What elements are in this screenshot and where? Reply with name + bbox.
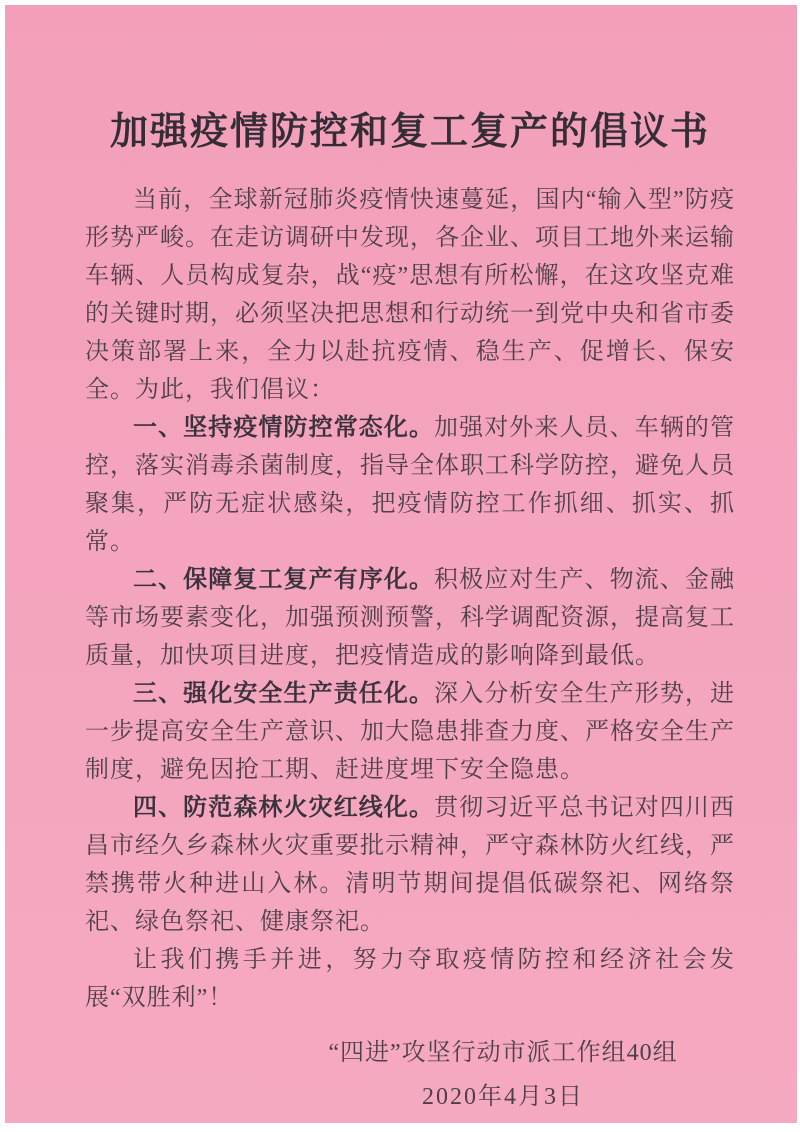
section-heading: 三、强化安全生产责任化。 [133, 680, 435, 707]
signature-block [273, 1031, 733, 1119]
pink-paper [5, 5, 797, 1123]
document-title: 加强疫情防控和复工复产的倡议书 [109, 111, 710, 153]
closing-paragraph: 让我们携手并进，努力夺取疫情防控和经济社会发展“双胜利”！ [85, 947, 735, 1011]
sections-container [85, 409, 735, 941]
section-heading: 一、坚持疫情防控常态化。 [133, 414, 435, 441]
date-line: 2020年4月3日 [422, 1084, 584, 1110]
section-body-text: 贯彻习近平总书记对四川西昌市经久乡森林火灾重要批示精神，严守森林防火红线，严禁携带火种进山入林。清明节期间提倡低碳祭祀、网络祭祀、绿色祭祀、健康祭祀。 [85, 795, 736, 935]
section-paragraph [85, 409, 735, 561]
intro-paragraph: 当前，全球新冠肺炎疫情快速蔓延，国内“输入型”防疫形势严峻。在走访调研中发现，各企业、项目工地外来运输车辆、人员构成复杂，战“疫”思想有所松懈，在这攻坚克难的关键时期，必须坚决把思想和行动统一到党中央和省市委决策部署上来，全力以赴抗疫情、稳生产、促增长、保安全。为此，我们倡议： [85, 187, 735, 403]
section-heading: 四、防范森林火灾红线化。 [133, 794, 435, 821]
section-paragraph [85, 561, 735, 675]
section-paragraph [85, 675, 735, 789]
signature-line: “四进”攻坚行动市派工作组40组 [328, 1040, 678, 1066]
section-heading: 二、保障复工复产有序化。 [133, 566, 435, 593]
section-paragraph [85, 789, 735, 941]
section-body-text: 深入分析安全生产形势，进一步提高安全生产意识、加大隐患排查力度、严格安全生产制度，避免因抢工期、赶进度埋下安全隐患。 [85, 681, 736, 783]
section-body-text: 积极应对生产、物流、金融等市场要素变化，加强预测预警，科学调配资源，提高复工质量，加快项目进度，把疫情造成的影响降到最低。 [85, 567, 736, 669]
section-body-text: 加强对外来人员、车辆的管控，落实消毒杀菌制度，指导全体职工科学防控，避免人员聚集，严防无症状感染，把疫情防控工作抓细、抓实、抓常。 [85, 415, 736, 555]
